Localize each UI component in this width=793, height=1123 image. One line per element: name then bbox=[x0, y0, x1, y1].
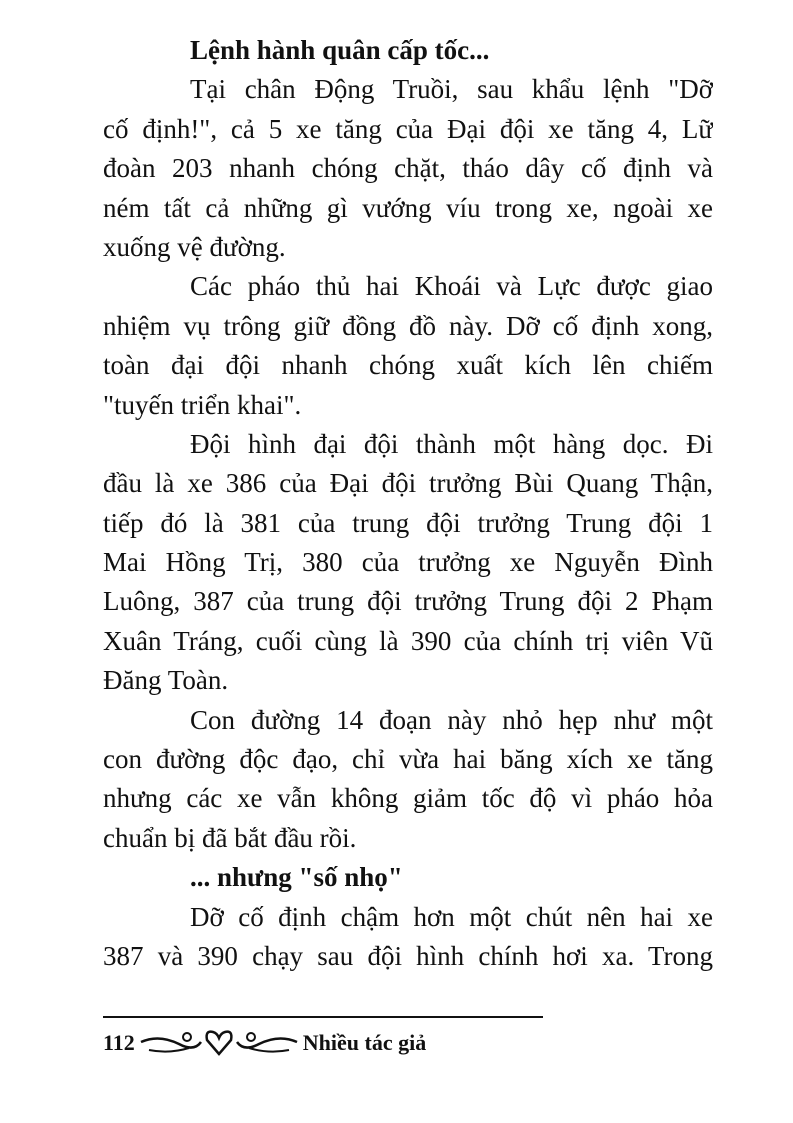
text-line: đầu là xe 386 của Đại đội trưởng Bùi Quang Thận, bbox=[103, 468, 713, 499]
text-line: đoàn 203 nhanh chóng chặt, tháo dây cố định và bbox=[103, 153, 713, 184]
text-line: "tuyến triển khai". bbox=[103, 389, 302, 420]
text-line: Mai Hồng Trị, 380 của trưởng xe Nguyễn Đình bbox=[103, 547, 713, 578]
page-number: 112 bbox=[103, 1030, 135, 1055]
text-line: con đường độc đạo, chỉ vừa hai băng xích xe tăng bbox=[103, 744, 713, 775]
text-line: Con đường 14 đoạn này nhỏ hẹp như một bbox=[190, 704, 713, 735]
text-line: tiếp đó là 381 của trung đội trưởng Trung đội 1 bbox=[103, 507, 713, 538]
ornament-icon bbox=[139, 1028, 299, 1058]
text-line: Luông, 387 của trung đội trưởng Trung đội 2 Phạm bbox=[103, 586, 713, 617]
text-line: xuống vệ đường. bbox=[103, 231, 286, 262]
text-line: Dỡ cố định chậm hơn một chút nên hai xe bbox=[190, 901, 713, 932]
text-line: chuẩn bị đã bắt đầu rồi. bbox=[103, 822, 357, 853]
text-line: 387 và 390 chạy sau đội hình chính hơi xa. Trong bbox=[103, 940, 713, 971]
footer-rule bbox=[103, 1016, 543, 1018]
text-line: toàn đại đội nhanh chóng xuất kích lên chiếm bbox=[103, 350, 713, 381]
text-line: nhiệm vụ trông giữ đồng đồ này. Dỡ cố định xong, bbox=[103, 310, 713, 341]
text-line: Đội hình đại đội thành một hàng dọc. Đi bbox=[190, 428, 713, 459]
author: Nhiều tác giả bbox=[302, 1030, 427, 1055]
text-line: Các pháo thủ hai Khoái và Lực được giao bbox=[190, 271, 713, 302]
text-line: ném tất cả những gì vướng víu trong xe, ngoài xe bbox=[103, 192, 713, 223]
section-heading: ... nhưng "số nhọ" bbox=[190, 862, 403, 893]
section-heading: Lệnh hành quân cấp tốc... bbox=[190, 35, 490, 65]
body-text bbox=[103, 31, 713, 976]
text-line: Xuân Tráng, cuối cùng là 390 của chính trị viên Vũ bbox=[103, 625, 713, 656]
text-line: Đăng Toàn. bbox=[103, 665, 229, 696]
page-footer bbox=[103, 1028, 426, 1058]
text-line: Tại chân Động Truồi, sau khẩu lệnh "Dỡ bbox=[190, 74, 713, 105]
text-line: cố định!", cả 5 xe tăng của Đại đội xe tăng 4, Lữ bbox=[103, 113, 713, 144]
text-line: nhưng các xe vẫn không giảm tốc độ vì pháo hỏa bbox=[103, 783, 713, 814]
